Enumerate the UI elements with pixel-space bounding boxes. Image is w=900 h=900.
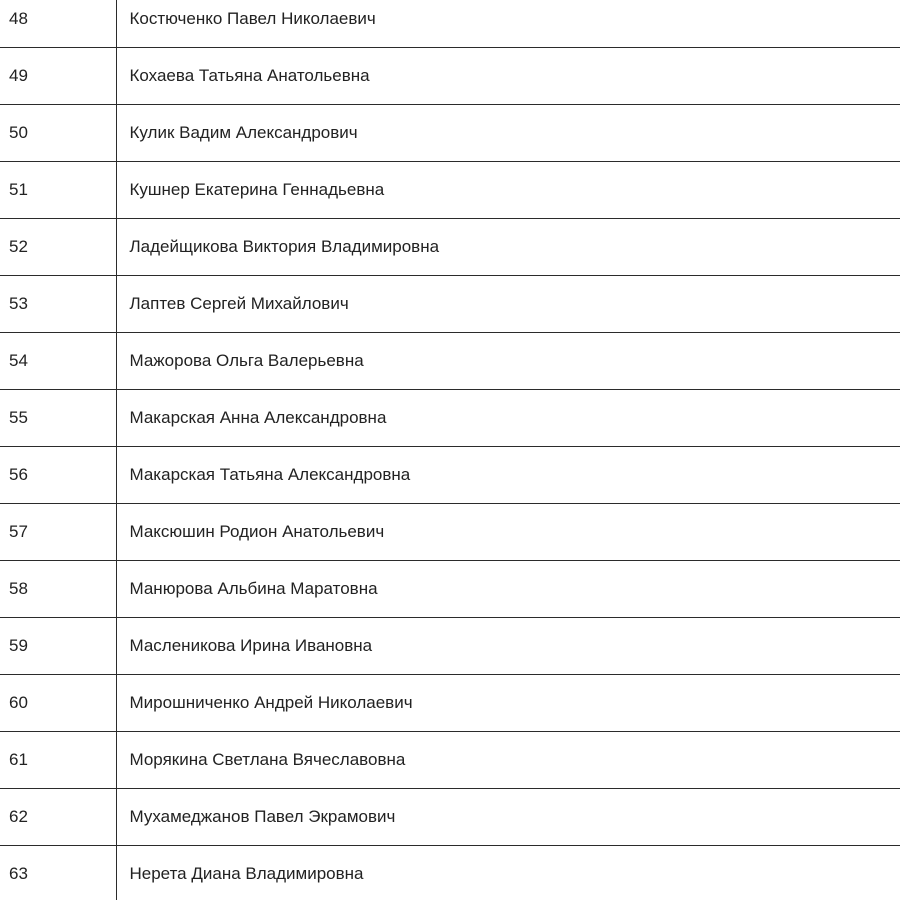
table-row (0, 618, 900, 675)
row-number-cell: 60 (0, 675, 116, 732)
row-number-cell: 53 (0, 276, 116, 333)
table-row (0, 675, 900, 732)
full-name-cell: Мирошниченко Андрей Николаевич (116, 675, 900, 732)
row-number-cell: 51 (0, 162, 116, 219)
table-row (0, 276, 900, 333)
full-name-cell: Нерета Диана Владимировна (116, 846, 900, 900)
full-name-cell: Ладейщикова Виктория Владимировна (116, 219, 900, 276)
table-row (0, 846, 900, 900)
full-name-cell: Макарская Татьяна Александровна (116, 447, 900, 504)
full-name-cell: Лаптев Сергей Михайлович (116, 276, 900, 333)
full-name-cell: Кулик Вадим Александрович (116, 105, 900, 162)
row-number-cell: 63 (0, 846, 116, 900)
table-row (0, 504, 900, 561)
full-name-cell: Макарская Анна Александровна (116, 390, 900, 447)
table-row (0, 0, 900, 48)
full-name-cell: Морякина Светлана Вячеславовна (116, 732, 900, 789)
table-row (0, 390, 900, 447)
table-row (0, 333, 900, 390)
row-number-cell: 58 (0, 561, 116, 618)
table-row (0, 561, 900, 618)
row-number-cell: 57 (0, 504, 116, 561)
row-number-cell: 49 (0, 48, 116, 105)
table-row (0, 162, 900, 219)
full-name-cell: Кохаева Татьяна Анатольевна (116, 48, 900, 105)
full-name-cell: Мухамеджанов Павел Экрамович (116, 789, 900, 846)
row-number-cell: 54 (0, 333, 116, 390)
row-number-cell: 50 (0, 105, 116, 162)
table-row (0, 732, 900, 789)
full-name-cell: Максюшин Родион Анатольевич (116, 504, 900, 561)
table-row (0, 105, 900, 162)
table-row (0, 447, 900, 504)
row-number-cell: 62 (0, 789, 116, 846)
row-number-cell: 61 (0, 732, 116, 789)
row-number-cell: 52 (0, 219, 116, 276)
full-name-cell: Костюченко Павел Николаевич (116, 0, 900, 48)
row-number-cell: 55 (0, 390, 116, 447)
full-name-cell: Манюрова Альбина Маратовна (116, 561, 900, 618)
table-row (0, 48, 900, 105)
full-name-cell: Мажорова Ольга Валерьевна (116, 333, 900, 390)
row-number-cell: 59 (0, 618, 116, 675)
full-name-cell: Масленикова Ирина Ивановна (116, 618, 900, 675)
table-row (0, 219, 900, 276)
table-row (0, 789, 900, 846)
row-number-cell: 48 (0, 0, 116, 48)
row-number-cell: 56 (0, 447, 116, 504)
full-name-cell: Кушнер Екатерина Геннадьевна (116, 162, 900, 219)
